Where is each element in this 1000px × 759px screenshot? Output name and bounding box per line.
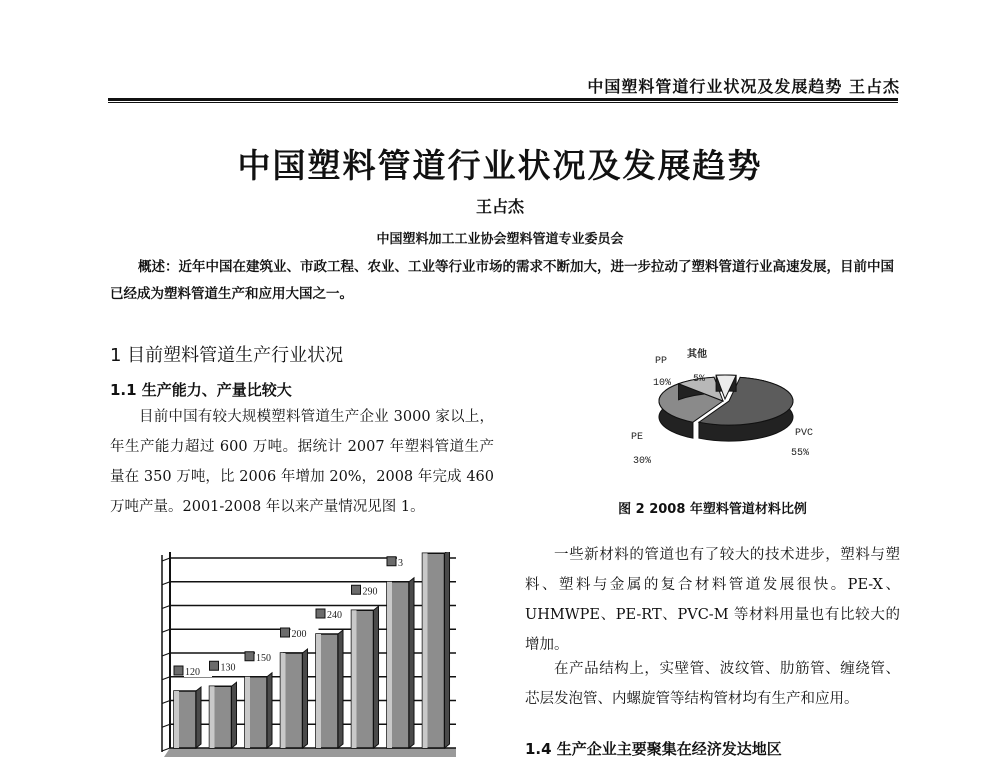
pie-label: PP — [655, 356, 668, 367]
data-label-marker — [245, 652, 254, 661]
pie-value-label: 55% — [791, 448, 810, 459]
section-1-1-paragraph: 目前中国有较大规模塑料管道生产企业 3000 家以上，年生产能力超过 600 万吨。据统计 2007 年塑料管道生产量在 350 万吨，比 2006 年增加 20%，2008 年完成 460 万吨产量。2001-2008 年以来产量情况见图 1。 — [110, 409, 494, 515]
chart-floor — [164, 748, 456, 757]
data-label: 3 — [398, 557, 403, 569]
bar-highlight — [423, 553, 428, 748]
data-label: 200 — [291, 629, 307, 640]
data-label-marker — [316, 609, 325, 618]
data-label: 150 — [256, 652, 271, 664]
right-paragraph-2: 在产品结构上，实壁管、波纹管、肋筋管、缠绕管、芯层发泡管、内螺旋管等结构管材均有生产和应用。 — [525, 661, 900, 707]
data-label-marker — [352, 585, 361, 594]
bar-side — [232, 682, 237, 748]
pie-label: PE — [631, 432, 644, 443]
data-label-marker — [387, 557, 396, 566]
pie-label: 其他 — [687, 350, 707, 361]
bar-side — [196, 687, 201, 748]
section-1-1-heading: 1.1 生产能力、产量比较大 — [110, 381, 292, 399]
data-label: 120 — [185, 667, 200, 678]
data-label: 240 — [327, 610, 342, 621]
bar-highlight — [316, 634, 321, 748]
bar-highlight — [245, 677, 250, 748]
bar-side — [303, 649, 308, 748]
data-label-marker — [174, 666, 183, 675]
material-pie-chart — [625, 343, 825, 468]
running-header: 中国塑料管道行业状况及发展趋势 王占杰 — [587, 77, 900, 96]
figure-2-caption: 图 2 2008 年塑料管道材料比例 — [618, 502, 807, 517]
pie-value-label: 30% — [633, 456, 652, 467]
data-label-marker — [281, 628, 290, 637]
abstract-label: 概述： — [138, 259, 179, 275]
bar-highlight — [387, 582, 392, 748]
article-author: 王占杰 — [475, 197, 524, 216]
pie-label: PVC — [795, 428, 814, 439]
section-1-heading: 1 目前塑料管道生产行业状况 — [110, 345, 344, 366]
header-rule — [108, 98, 898, 101]
bar-side — [445, 552, 450, 748]
data-label: 130 — [220, 662, 236, 674]
bar-side — [409, 578, 414, 748]
bar-side — [267, 673, 272, 748]
data-label: 290 — [362, 586, 378, 598]
pie-value-label: 5% — [693, 374, 706, 385]
data-label-marker — [210, 661, 219, 670]
bar-highlight — [281, 653, 286, 748]
bar-side — [374, 606, 379, 748]
section-1-4-heading: 1.4 生产企业主要聚集在经济发达地区 — [525, 740, 782, 758]
production-bar-chart — [140, 552, 460, 759]
bar-side — [338, 630, 343, 748]
abstract — [110, 254, 900, 308]
bar-highlight — [352, 610, 357, 748]
pie-value-label: 10% — [653, 378, 672, 389]
bar-highlight — [210, 686, 215, 748]
abstract-text: 近年中国在建筑业、市政工程、农业、工业等行业市场的需求不断加大，进一步拉动了塑料管道行业高速发展，目前中国已经成为塑料管道生产和应用大国之一。 — [110, 259, 894, 302]
article-title: 中国塑料管道行业状况及发展趋势 — [237, 146, 763, 185]
article-affiliation: 中国塑料加工工业协会塑料管道专业委员会 — [376, 232, 624, 247]
bar-highlight — [174, 691, 179, 748]
header-rule-thin — [108, 102, 898, 103]
right-paragraph-1: 一些新材料的管道也有了较大的技术进步，塑料与塑料、塑料与金属的复合材料管道发展很快。PE-X、UHMWPE、PE-RT、PVC-M 等材料用量也有比较大的增加。 — [525, 547, 900, 653]
